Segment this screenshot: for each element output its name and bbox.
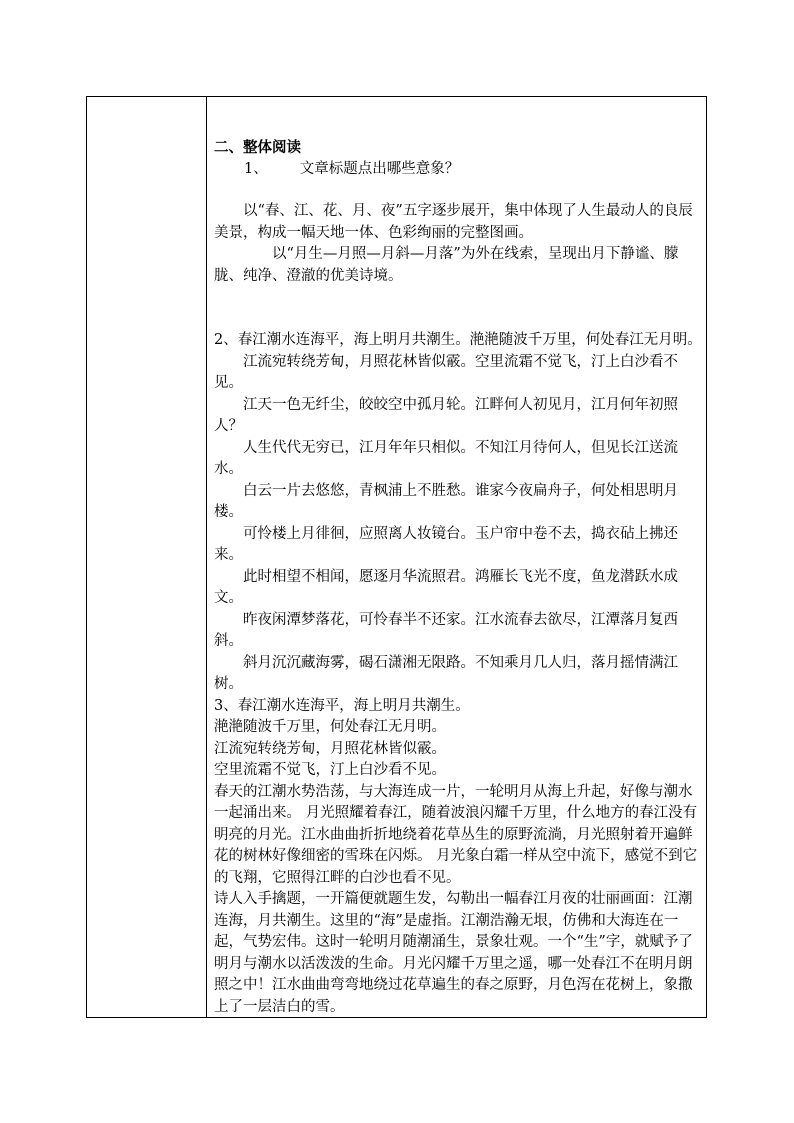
question-1-number: 1、	[244, 160, 268, 177]
section-3-paragraph: 诗人入手擒题，一开篇便就题生发，勾勒出一幅春江月夜的壮丽画面：江潮连海，月共潮生。这里的“海”是虚指。江潮浩瀚无垠，仿佛和大海连在一起，气势宏伟。这时一轮明月随潮涌生，景象壮观。一个“生”字，就赋予了明月与潮水以活泼泼的生命。月光闪耀千万里之遥，哪一处春江不在明月朗照之中！江水曲曲弯弯地绕过花草遍生的春之原野，月色泻在花树上，象撒上了一层洁白的雪。	[214, 891, 693, 1015]
section-3-line: 滟滟随波千万里，何处春江无月明。	[214, 719, 446, 735]
answer-1-paragraph: 以“月生—月照—月斜—月落”为外在线索，呈现出月下静谧、朦胧、纯净、澄澈的优美诗境。	[214, 246, 679, 284]
section-3-paragraph: 春天的江潮水势浩荡，与大海连成一片，一轮明月从海上升起，好像与潮水一起涌出来。 月光照耀着春江，随着波浪闪耀千万里，什么地方的春江没有明亮的月光。江水曲曲折折地绕着花草丛生的原野流淌，月光照射着开遍鲜花的树林好像细密的雪珠在闪烁。 月光象白霜一样从空中流下，感觉不到它的飞翔，它照得江畔的白沙也看不见。	[214, 783, 698, 886]
table-frame	[86, 96, 707, 1018]
poem-stanza: 斜月沉沉藏海雾，碣石潇湘无限路。不知乘月几人归，落月摇情满江树。	[214, 654, 678, 692]
poem-stanza: 江天一色无纤尘，皎皎空中孤月轮。江畔何人初见月，江月何年初照人？	[214, 396, 678, 434]
left-column-cell	[87, 97, 207, 1017]
poem-intro: 2、春江潮水连海平，海上明月共潮生。滟滟随波千万里，何处春江无月明。	[214, 332, 702, 348]
question-1-text: 文章标题点出哪些意象？	[299, 160, 460, 177]
section-3-line: 江流宛转绕芳甸，月照花林皆似霰。	[214, 740, 446, 757]
content-cell	[214, 137, 704, 1018]
poem-stanza: 人生代代无穷已，江月年年只相似。不知江月待何人，但见长江送流水。	[214, 439, 678, 477]
poem-stanza: 此时相望不相闻，愿逐月华流照君。鸿雁长飞光不度，鱼龙潜跃水成文。	[214, 568, 678, 606]
question-1	[214, 159, 704, 181]
poem-stanza: 江流宛转绕芳甸，月照花林皆似霰。空里流霜不觉飞，汀上白沙看不见。	[214, 353, 678, 391]
section-3-line: 空里流霜不觉飞，汀上白沙看不见。	[214, 762, 446, 778]
section-title: 二、整体阅读	[214, 139, 301, 156]
poem-stanza: 白云一片去悠悠，青枫浦上不胜愁。谁家今夜扁舟子，何处相思明月楼。	[214, 482, 678, 520]
poem-stanza: 昨夜闲潭梦落花，可怜春半不还家。江水流春去欲尽，江潭落月复西斜。	[214, 611, 678, 649]
section-3-line: 3、春江潮水连海平，海上明月共潮生。	[214, 697, 470, 714]
answer-1-paragraph: 以“春、江、花、月、夜”五字逐步展开，集中体现了人生最动人的良辰美景，构成一幅天地一体、色彩绚丽的完整图画。	[214, 203, 693, 241]
poem-stanza: 可怜楼上月徘徊，应照离人妆镜台。玉户帘中卷不去，捣衣砧上拂还来。	[214, 525, 678, 563]
